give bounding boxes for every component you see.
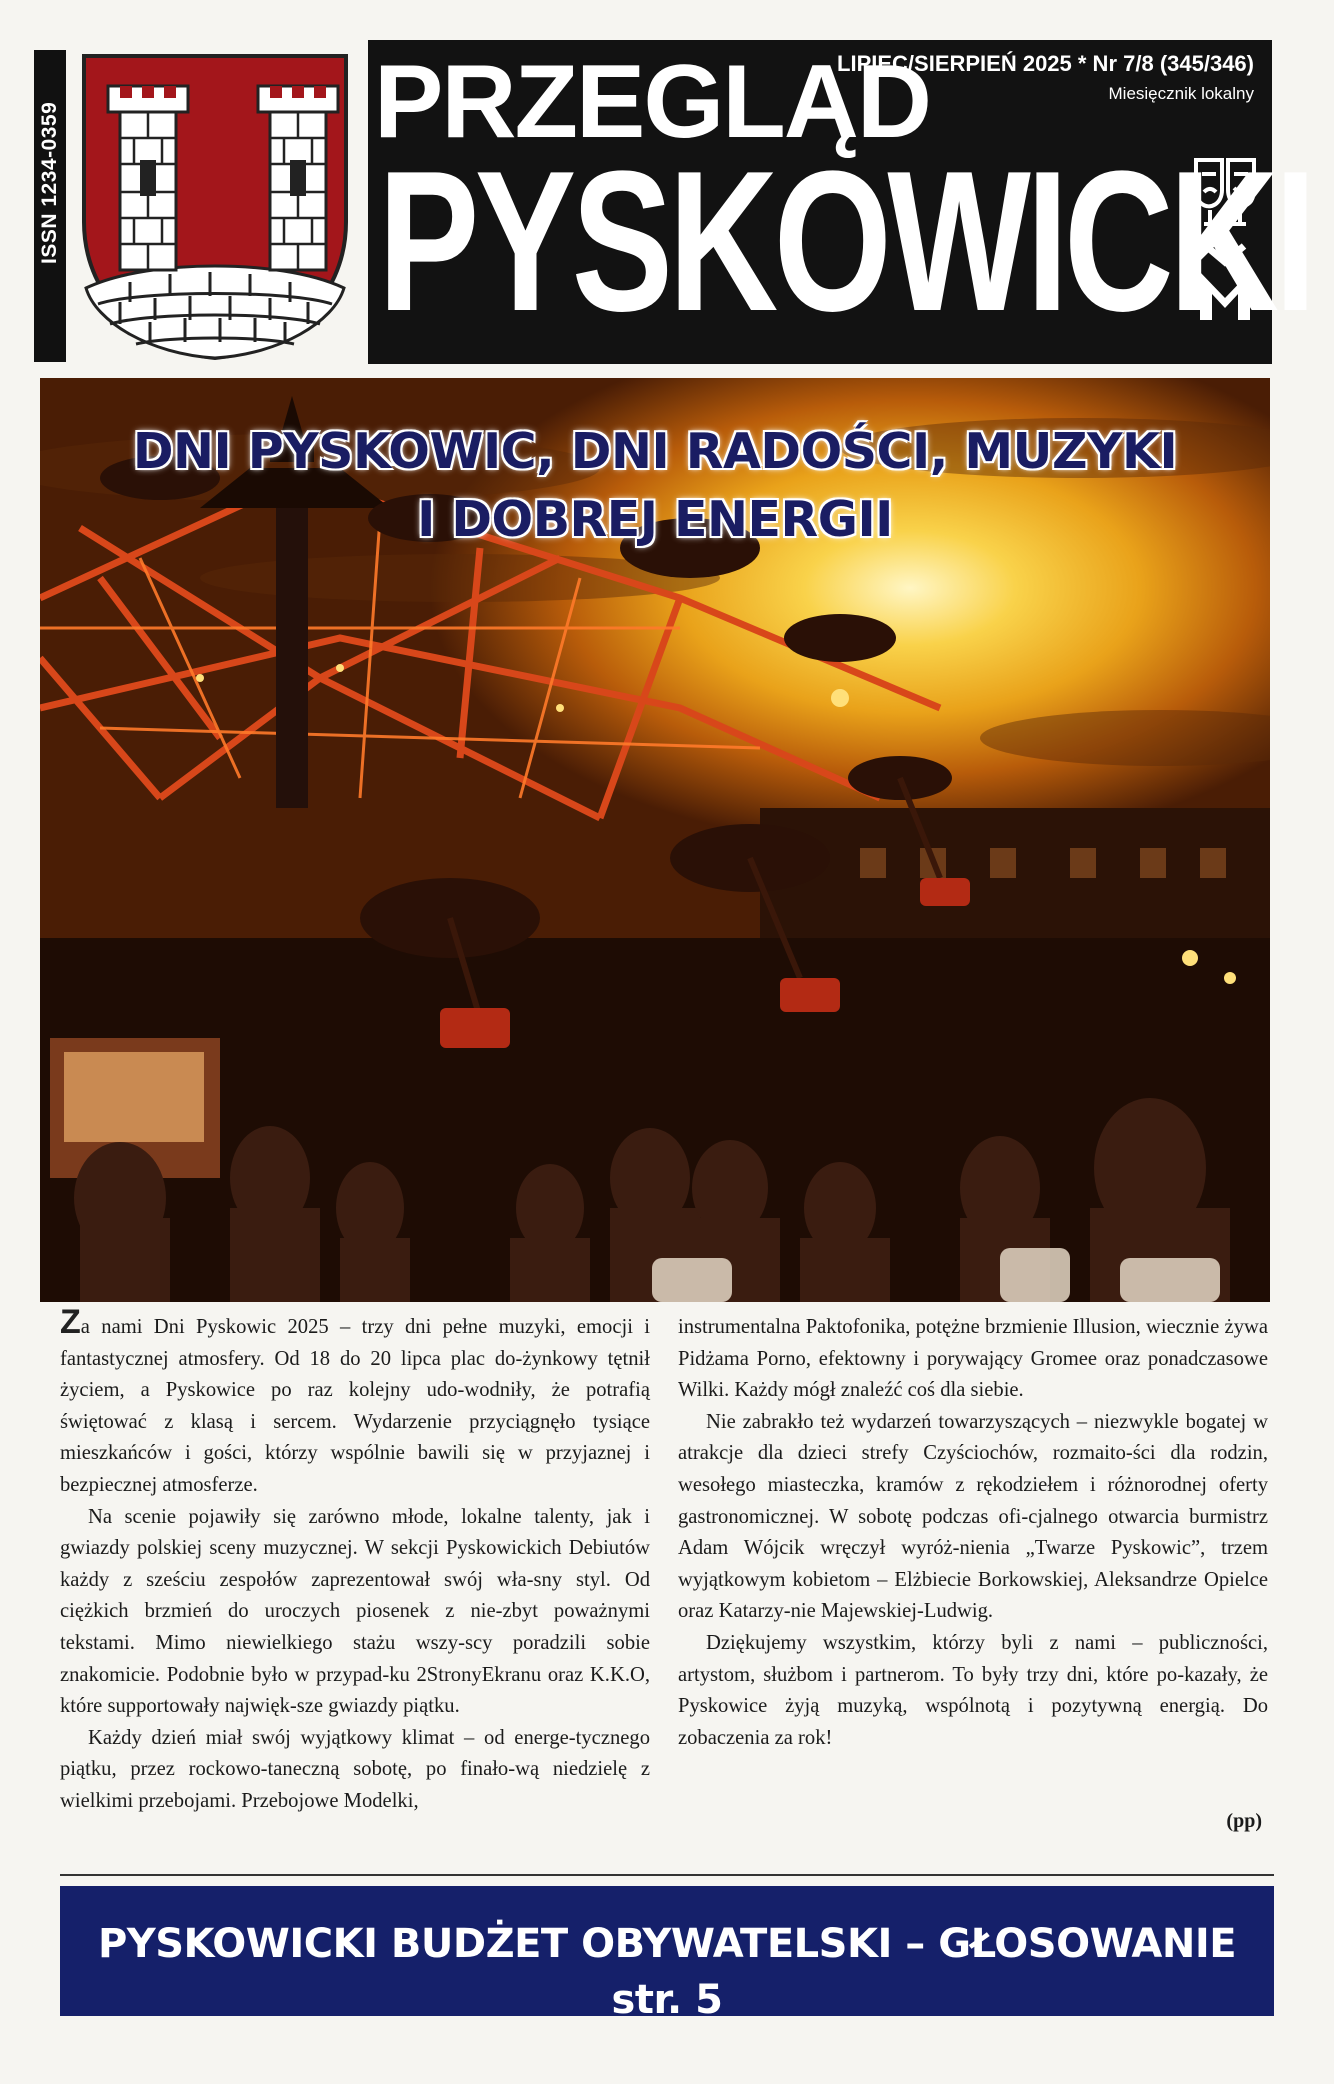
headline-line-2: I DOBREJ ENERGII: [417, 491, 893, 548]
author-signature: (pp): [1226, 1810, 1262, 1832]
title-line-2: PYSKOWICKI: [378, 130, 1313, 353]
article-column-right: [678, 1312, 1268, 1754]
issue-info: LIPIEC/SIERPIEŃ 2025 * Nr 7/8 (345/346): [837, 51, 1254, 76]
promo-banner-text: PYSKOWICKI BUDŻET OBYWATELSKI – GŁOSOWANIE str. 5: [97, 1921, 1237, 2023]
article-paragraph: Na scenie pojawiły się zarówno młode, lokalne talenty, jak i gwiazdy polskiej sceny muzycznej. W sekcji Pyskowickich Debiutów każdy z sześciu zespołów zaprezentował swój wła-sny styl. Od ciężkich brzmień do uroczych piosenek z nie-zbyt poważnymi tekstami. Mimo niewielkiego stażu wszy-scy poradzili sobie znakomicie. Podobnie było w przypad-ku 2StronyEkranu oraz K.K.O, które supportowały najwięk-sze gwiazdy piątku.: [60, 1505, 650, 1718]
article-paragraph: [60, 1303, 650, 1502]
article-paragraph: Nie zabrakło też wydarzeń towarzyszących – niezwykle bogatej w atrakcje dla dzieci strefy Czyściochów, rozmaito-ści dla rodzin, wesołego miasteczka, kramów z rękodziełem i różnorodnej oferty gastronomicznej. W sobotę podczas ofi-cjalnego otwarcia burmistrz Adam Wójcik wręczył wyróż-nienia „Twarze Pyskowic”, trzem wyjątkowym kobietom – Elżbiecie Borkowskiej, Aleksandrze Opielce oraz Katarzy-nie Majewskiej-Ludwig.: [678, 1410, 1268, 1623]
headline-line-1: DNI PYSKOWIC, DNI RADOŚCI, MUZYKI: [132, 423, 1178, 480]
title-line-1: PRZEGLĄD: [374, 44, 930, 160]
article-body: [60, 1303, 1272, 1842]
issn-number: ISSN 1234-0359: [38, 101, 61, 264]
publication-type: Miesięcznik lokalny: [1108, 84, 1254, 103]
theatre-masks-icon: [1190, 152, 1260, 232]
paragraph-text: a nami Dni Pyskowic 2025 – trzy dni pełne muzyki, emocji i fantastycznej atmosfery. Od 18 do 20 lipca plac do-żynkowy tętnił życiem, a Pyskowice po raz kolejny udo-wodniły, że potrafią świętować z klasą i sercem. Wydarzenie przyciągnęło tysiące mieszkańców i gości, którzy wspólnie bawili się w przyjaznej i bezpiecznej atmosferze.: [60, 1316, 650, 1496]
article-paragraph: instrumentalna Paktofonika, potężne brzmienie Illusion, wiecznie żywa Pidżama Porno, efektowny i porywający Gromee oraz ponadczasowe Wilki. Każdy mógł znaleźć coś dla siebie.: [678, 1316, 1268, 1402]
drop-cap: Z: [60, 1303, 81, 1341]
city-coat-of-arms-icon: [80, 52, 350, 362]
article-paragraph: Dziękujemy wszystkim, którzy byli z nami – publiczności, artystom, służbom i partnerom. To były trzy dni, które po-kazały, że Pyskowice żyją muzyką, wspólnotą i pozytywną energią. Do zobaczenia za rok!: [678, 1631, 1268, 1749]
article-column-left: [60, 1303, 650, 1818]
main-headline: [40, 418, 1270, 554]
article-paragraph: Każdy dzień miał swój wyjątkowy klimat – od energe-tycznego piątku, przez rockowo-taneczną sobotę, po finało-wą niedzielę z wielkimi przebojami. Przebojowe Modelki,: [60, 1726, 650, 1812]
divider-rule: [60, 1874, 1274, 1876]
m-monogram-icon: [1196, 240, 1254, 324]
